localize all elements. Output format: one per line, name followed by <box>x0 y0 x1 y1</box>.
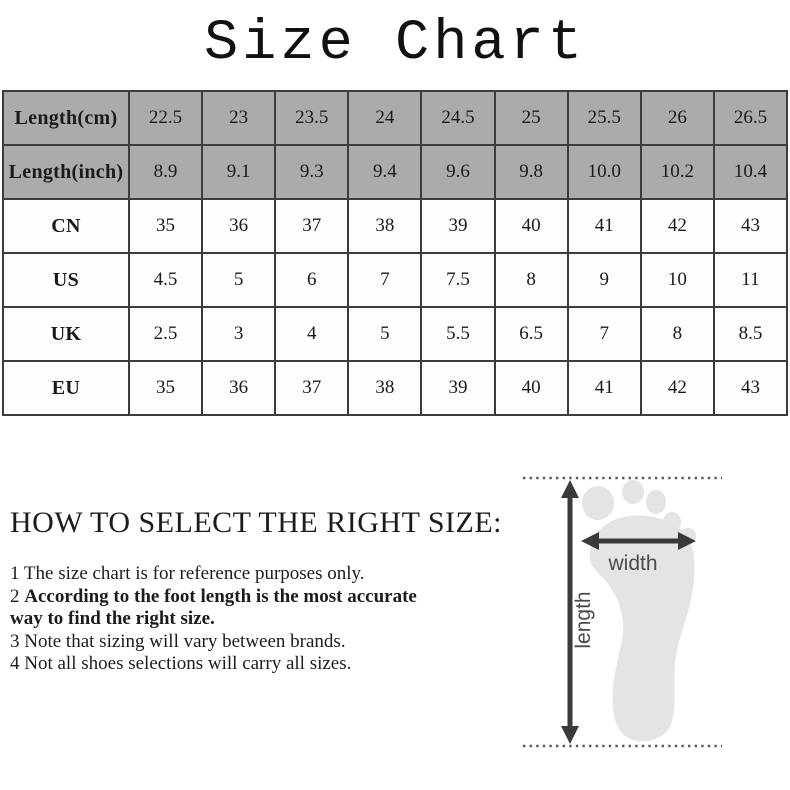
size-cell: 36 <box>202 361 275 415</box>
arrowhead-down <box>561 726 579 744</box>
table-row <box>3 145 787 199</box>
size-cell: 41 <box>568 199 641 253</box>
howto-item <box>10 563 442 586</box>
row-label: Length(cm) <box>3 91 129 145</box>
size-cell: 35 <box>129 361 202 415</box>
arrowhead-up <box>561 480 579 498</box>
foot-measurement-diagram <box>520 466 724 758</box>
arrowhead-left <box>581 532 599 550</box>
size-cell: 40 <box>495 199 568 253</box>
table-row <box>3 253 787 307</box>
page-title: Size Chart <box>203 12 587 76</box>
size-cell: 23.5 <box>275 91 348 145</box>
size-cell: 8.9 <box>129 145 202 199</box>
width-label: width <box>608 552 658 575</box>
howto-item-text: Note that sizing will vary between brands. <box>24 630 346 652</box>
size-cell: 5.5 <box>421 307 494 361</box>
third-toe <box>646 490 666 514</box>
size-cell: 37 <box>275 361 348 415</box>
size-cell: 8.5 <box>714 307 787 361</box>
table-row <box>3 91 787 145</box>
foot-diagram-svg <box>520 466 724 758</box>
size-cell: 36 <box>202 199 275 253</box>
size-cell: 8 <box>495 253 568 307</box>
size-cell: 11 <box>714 253 787 307</box>
size-cell: 5 <box>348 307 421 361</box>
size-cell: 43 <box>714 361 787 415</box>
size-cell: 9.3 <box>275 145 348 199</box>
size-cell: 5 <box>202 253 275 307</box>
table-row <box>3 199 787 253</box>
size-cell: 43 <box>714 199 787 253</box>
size-cell: 42 <box>641 199 714 253</box>
size-cell: 9.6 <box>421 145 494 199</box>
size-cell: 9 <box>568 253 641 307</box>
size-cell: 24.5 <box>421 91 494 145</box>
size-cell: 7 <box>348 253 421 307</box>
size-cell: 7.5 <box>421 253 494 307</box>
size-cell: 9.4 <box>348 145 421 199</box>
howto-item-text: According to the foot length is the most accurate way to find the right size. <box>10 585 417 629</box>
size-cell: 10 <box>641 253 714 307</box>
size-cell: 3 <box>202 307 275 361</box>
howto-item-number: 3 <box>10 630 20 652</box>
size-cell: 7 <box>568 307 641 361</box>
size-cell: 35 <box>129 199 202 253</box>
size-cell: 9.1 <box>202 145 275 199</box>
size-cell: 42 <box>641 361 714 415</box>
size-cell: 8 <box>641 307 714 361</box>
table-row <box>3 307 787 361</box>
size-table-body <box>3 91 787 415</box>
length-label: length <box>572 591 595 649</box>
size-cell: 26.5 <box>714 91 787 145</box>
row-label: EU <box>3 361 129 415</box>
howto-item <box>10 586 442 631</box>
size-cell: 10.2 <box>641 145 714 199</box>
size-cell: 4 <box>275 307 348 361</box>
size-cell: 6 <box>275 253 348 307</box>
howto-item-text: The size chart is for reference purposes only. <box>23 563 365 584</box>
row-label: Length(inch) <box>3 145 129 199</box>
size-cell: 38 <box>348 361 421 415</box>
size-cell: 6.5 <box>495 307 568 361</box>
size-cell: 2.5 <box>129 307 202 361</box>
row-label: CN <box>3 199 129 253</box>
howto-item-number: 4 <box>10 653 20 674</box>
table-row <box>3 361 787 415</box>
howto-item-number: 2 <box>10 585 20 607</box>
size-cell: 38 <box>348 199 421 253</box>
size-cell: 24 <box>348 91 421 145</box>
howto-item <box>10 631 442 654</box>
row-label: US <box>3 253 129 307</box>
howto-list <box>10 563 442 676</box>
size-cell: 39 <box>421 361 494 415</box>
size-cell: 40 <box>495 361 568 415</box>
big-toe <box>582 486 614 520</box>
size-cell: 9.8 <box>495 145 568 199</box>
size-cell: 37 <box>275 199 348 253</box>
second-toe <box>622 480 644 504</box>
size-cell: 4.5 <box>129 253 202 307</box>
size-cell: 10.0 <box>568 145 641 199</box>
howto-item-number: 1 <box>10 563 20 584</box>
size-cell: 41 <box>568 361 641 415</box>
size-cell: 26 <box>641 91 714 145</box>
row-label: UK <box>3 307 129 361</box>
size-cell: 22.5 <box>129 91 202 145</box>
size-cell: 39 <box>421 199 494 253</box>
howto-heading: HOW TO SELECT THE RIGHT SIZE: <box>10 506 503 539</box>
footprint-shape <box>582 480 696 741</box>
size-cell: 25.5 <box>568 91 641 145</box>
howto-item-text: Not all shoes selections will carry all sizes. <box>24 653 352 674</box>
size-cell: 23 <box>202 91 275 145</box>
size-cell: 10.4 <box>714 145 787 199</box>
howto-item <box>10 653 442 676</box>
size-cell: 25 <box>495 91 568 145</box>
size-table <box>2 90 788 416</box>
